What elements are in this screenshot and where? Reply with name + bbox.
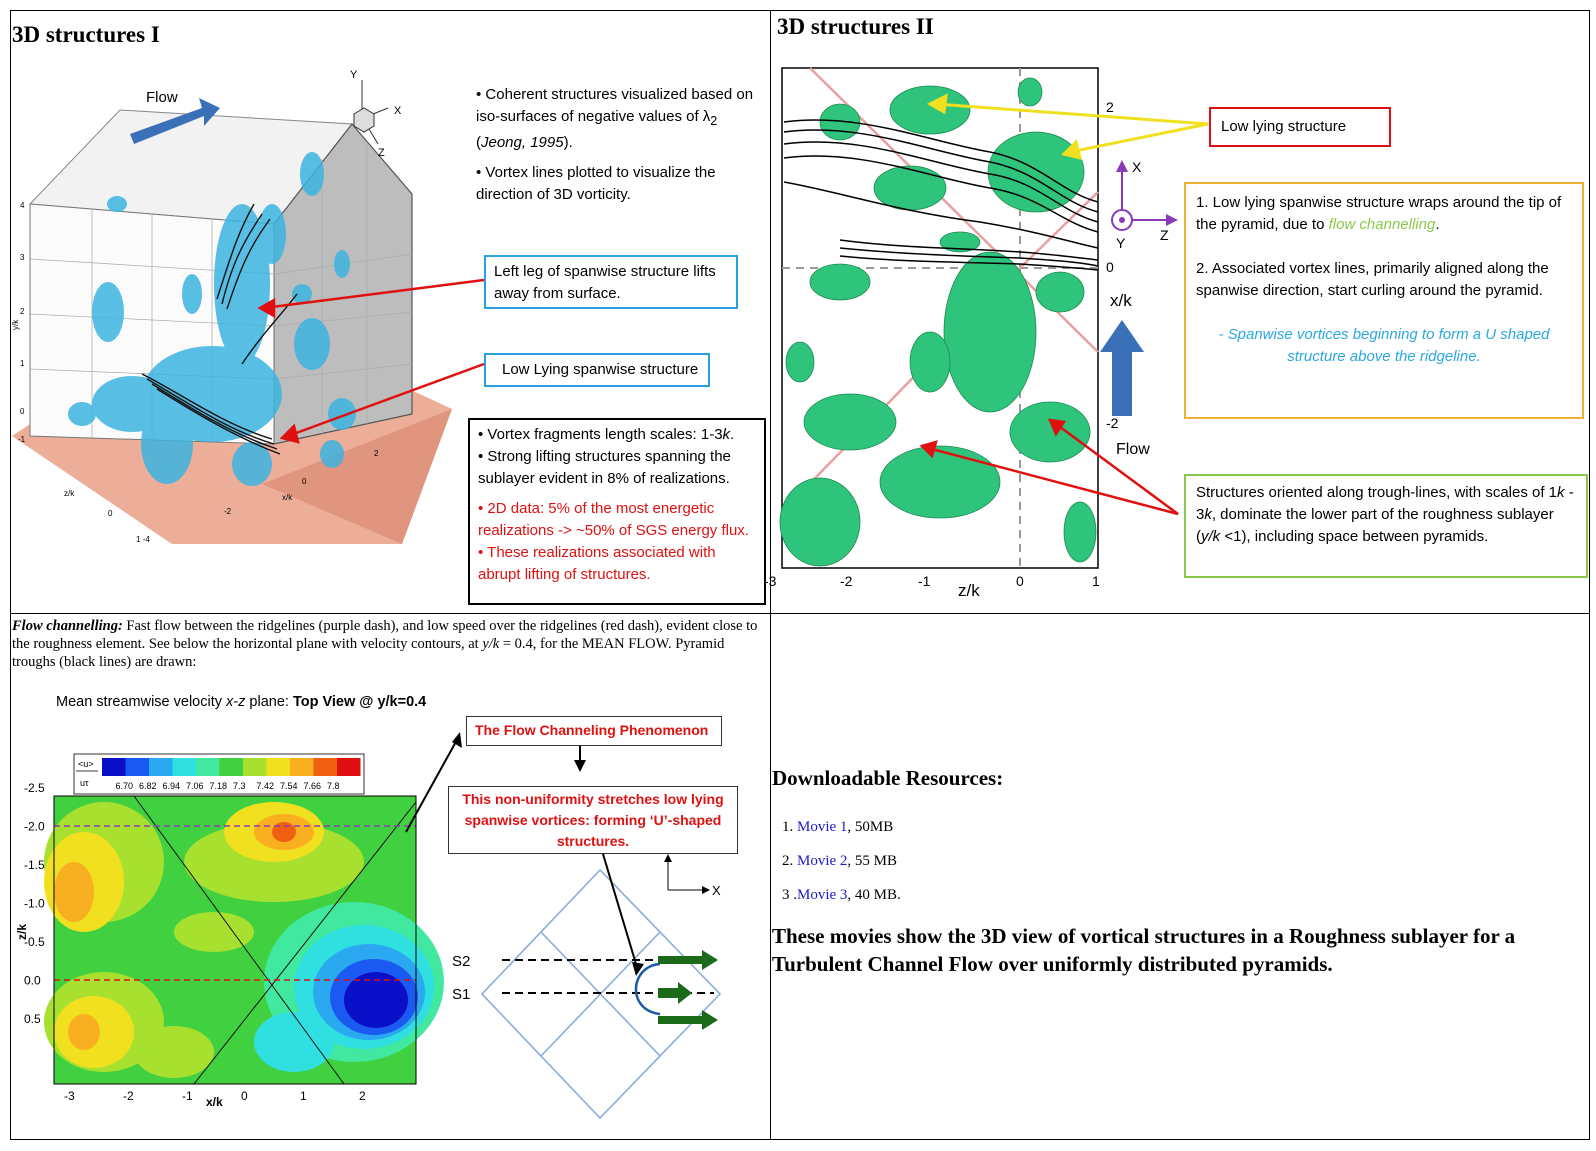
contour-ytick: 0.5 — [24, 1012, 41, 1026]
contour-ylabel: z/k — [15, 923, 29, 940]
colorbar-cell — [196, 758, 220, 776]
contour-xtick: -2 — [123, 1089, 134, 1103]
contour-ytick: -0.5 — [24, 935, 45, 949]
colorbar-label-top: <u> — [78, 759, 94, 769]
contour-ytick: -1.5 — [24, 858, 45, 872]
q1-bullet1-sub: 2 — [710, 114, 718, 128]
q2-ytick: -2 — [1106, 415, 1119, 431]
download-num: 1. — [782, 819, 797, 835]
colorbar-cell — [267, 758, 291, 776]
download-num: 2. — [782, 853, 797, 869]
figure-3d-structures-2 — [764, 62, 1230, 602]
colorbar-cell — [149, 758, 173, 776]
download-size: , 40 MB. — [847, 887, 901, 903]
q2-orange-p1: 1. Low lying spanwise structure wraps around the tip of the pyramid, due to — [1196, 194, 1562, 233]
diagram-s2: S2 — [452, 953, 471, 970]
q1-ytick: 1 — [20, 359, 25, 368]
figure-3d-structures-1 — [12, 64, 462, 554]
colorbar-tick: 6.70 — [115, 781, 134, 791]
q2-xtick: 0 — [1016, 573, 1024, 589]
q1-ztick: 0 — [108, 509, 113, 518]
flow-channeling-diagram — [440, 700, 770, 1130]
downloads-summary: These movies show the 3D view of vortical structures in a Roughness sublayer for a Turbulent Channel Flow over uniformly distributed pyramids. — [772, 924, 1516, 976]
q2-orange-p1-em: flow channelling — [1328, 216, 1436, 233]
q3-intro-text: Fast flow between the ridgelines (purple dash), and low speed over the ridgelines (red dash), evident close to the roughness element. See below the horizontal plane with velocity contours, at — [12, 618, 758, 652]
contour-xtick: 0 — [241, 1089, 248, 1103]
colorbar-tick: 7.66 — [303, 781, 322, 791]
q2-green-yk: y/k — [1201, 528, 1221, 545]
q3-caption-xz: x-z — [226, 694, 246, 710]
q3-caption-bold: Top View @ y/k=0.4 — [292, 694, 427, 710]
q2-ylabel: x/k — [1110, 291, 1132, 310]
contour-ytick: -2.5 — [24, 781, 45, 795]
q1-summary-box: • Vortex fragments length scales: 1-3k. • Strong lifting structures spanning the sublayer evident in 8% of realizations. • 2D data: 5% of the most energetic realizations -> ~50% of SGS energy flux. • These realizations associated with abrupt lifting of structures. — [468, 418, 766, 605]
q1-xtick: 2 — [374, 449, 379, 458]
contour-xtick: -1 — [182, 1089, 193, 1103]
q2-xtick: -2 — [840, 573, 853, 589]
colorbar-cell — [126, 758, 150, 776]
contour-xtick: 2 — [359, 1089, 366, 1103]
q1-bullet1-cite: Jeong, 1995 — [481, 134, 564, 151]
q2-axis-x: X — [1132, 159, 1142, 175]
q1-bullet1: Coherent structures visualized based on iso-surfaces of negative values of λ — [476, 86, 754, 125]
q1-box-r2: These realizations associated with abrupt lifting of structures. — [478, 544, 716, 583]
q2-green-box — [1184, 474, 1588, 578]
q1-box-b1-k: k — [722, 426, 731, 443]
q3-plot-caption — [56, 694, 426, 710]
q1-ytick: -1 — [18, 435, 26, 444]
contour-ytick: 0.0 — [24, 973, 41, 988]
callout-low-lying: Low Lying spanwise structure — [484, 353, 710, 387]
q1-bullets: • Coherent structures visualized based on iso-surfaces of negative values of $\lambda_2$ (Jeong, 1995). • Vortex lines plotted to visualize the direction of 3D vorticity. — [476, 84, 756, 214]
q1-ylabel: y/k — [11, 319, 20, 330]
q1-box-r1: 2D data: 5% of the most energetic realizations -> ~50% of SGS energy flux. — [478, 500, 749, 539]
colorbar-cell — [173, 758, 197, 776]
q1-axis-y: Y — [350, 69, 358, 81]
q1-ztick: 1 -4 — [136, 535, 150, 544]
download-item — [782, 844, 901, 878]
q1-xtick: -2 — [224, 507, 232, 516]
q2-title: 3D structures II — [777, 14, 934, 39]
q1-axis-x: X — [394, 105, 402, 117]
colorbar-cell — [243, 758, 267, 776]
q1-bullet2: Vortex lines plotted to visualize the direction of 3D vorticity. — [476, 164, 716, 203]
row-divider — [10, 613, 1590, 614]
diagram-s1: S1 — [452, 986, 471, 1003]
phenomenon-title-box: The Flow Channeling Phenomenon — [466, 716, 722, 746]
colorbar-cell — [290, 758, 314, 776]
movie-3-link[interactable]: Movie 3 — [797, 887, 848, 903]
colorbar-tick: 7.18 — [209, 781, 228, 791]
q2-green-c: , dominate the lower part of the roughness sublayer ( — [1196, 506, 1554, 545]
q1-ytick: 0 — [20, 407, 25, 416]
q1-flow-label: Flow — [146, 89, 178, 106]
q2-axis-y: Y — [1116, 235, 1126, 251]
colorbar-cell — [220, 758, 244, 776]
q2-green-d: <1), including space between pyramids. — [1220, 528, 1489, 545]
q1-xlabel: x/k — [282, 493, 293, 502]
q2-xtick: 1 — [1092, 573, 1100, 589]
q3-caption-b: plane: — [245, 694, 293, 710]
q1-title: 3D structures I — [12, 22, 160, 47]
low-lying-structure-label: Low lying structure — [1209, 107, 1391, 147]
colorbar-tick: 7.8 — [327, 781, 340, 791]
colorbar-tick: 7.54 — [280, 781, 298, 791]
q2-ytick: 0 — [1106, 259, 1114, 275]
q2-xtick: -3 — [764, 573, 777, 589]
colorbar-tick: 7.3 — [233, 781, 246, 791]
q3-intro — [12, 617, 764, 671]
q2-green-a: Structures oriented along trough-lines, with scales of 1 — [1196, 484, 1558, 501]
download-item — [782, 810, 901, 844]
colorbar-tick: 6.94 — [162, 781, 181, 791]
q1-zlabel: z/k — [64, 489, 75, 498]
diagram-axis-x: X — [712, 883, 721, 898]
q1-ytick: 3 — [20, 253, 25, 262]
q1-box-b1: Vortex fragments length scales: 1-3 — [487, 426, 723, 443]
movie-2-link[interactable]: Movie 2 — [797, 853, 848, 869]
contour-ytick: -2.0 — [24, 819, 45, 834]
downloads-list — [782, 810, 901, 912]
q3-intro-yk: y/k — [482, 636, 500, 652]
contour-xtick: -3 — [64, 1089, 75, 1103]
q1-ytick: 2 — [20, 307, 25, 316]
q2-xtick: -1 — [918, 573, 931, 589]
q2-orange-p2: 2. Associated vortex lines, primarily aligned along the spanwise direction, start curling around the pyramid. — [1196, 260, 1549, 299]
q2-axis-z: Z — [1160, 227, 1169, 243]
q2-xlabel: z/k — [958, 581, 980, 600]
colorbar-cell — [102, 758, 126, 776]
q2-ytick: 2 — [1106, 99, 1114, 115]
q3-caption-a: Mean streamwise velocity — [56, 694, 227, 710]
download-num: 3 . — [782, 887, 797, 903]
q3-intro-bold: Flow channelling: — [12, 618, 123, 634]
q2-orange-p3: - Spanwise vortices beginning to form a U shaped structure above the ridgeline. — [1218, 326, 1550, 365]
downloads-heading: Downloadable Resources: — [772, 766, 1004, 790]
movie-1-link[interactable]: Movie 1 — [797, 819, 848, 835]
q2-orange-box: 1. Low lying spanwise structure wraps around the tip of the pyramid, due to flow channelling. 2. Associated vortex lines, primarily aligned along the spanwise direction, start curling around the pyramid. - Spanwise vortices beginning to form a U shaped structure above the ridgeline. — [1184, 182, 1584, 419]
q3-intro-text2: = 0.4, for the MEAN FLOW. Pyramid troughs (black lines) are drawn: — [12, 636, 725, 670]
contour-xtick: 1 — [300, 1089, 307, 1103]
q2-green-k2: k — [1204, 506, 1212, 523]
velocity-contour-plot — [14, 752, 484, 1112]
download-size: , 55 MB — [847, 853, 898, 869]
contour-xlabel: x/k — [206, 1095, 223, 1109]
callout-left-leg: Left leg of spanwise structure lifts away from surface. — [484, 255, 738, 309]
colorbar-cell — [337, 758, 361, 776]
q2-green-k1: k — [1557, 484, 1565, 501]
download-size: , 50MB — [847, 819, 894, 835]
colorbar-label-bottom: uτ — [80, 778, 89, 788]
colorbar-tick: 6.82 — [139, 781, 157, 791]
q1-xtick: 0 — [302, 477, 307, 486]
q2-flow-label: Flow — [1116, 441, 1150, 458]
phenomenon-desc-box: This non-uniformity stretches low lying spanwise vortices: forming ‘U’-shaped structures. — [448, 786, 738, 854]
colorbar-tick: 7.42 — [256, 781, 275, 791]
colorbar-tick: 7.06 — [186, 781, 204, 791]
q1-box-b2: Strong lifting structures spanning the sublayer evident in 8% of realizations. — [478, 448, 731, 487]
colorbar-cell — [314, 758, 338, 776]
download-item — [782, 878, 901, 912]
q1-axis-z: Z — [378, 147, 385, 159]
contour-ytick: -1.0 — [24, 896, 45, 911]
q1-ytick: 4 — [20, 201, 25, 210]
q2-green-b: - 3 — [1196, 484, 1574, 523]
